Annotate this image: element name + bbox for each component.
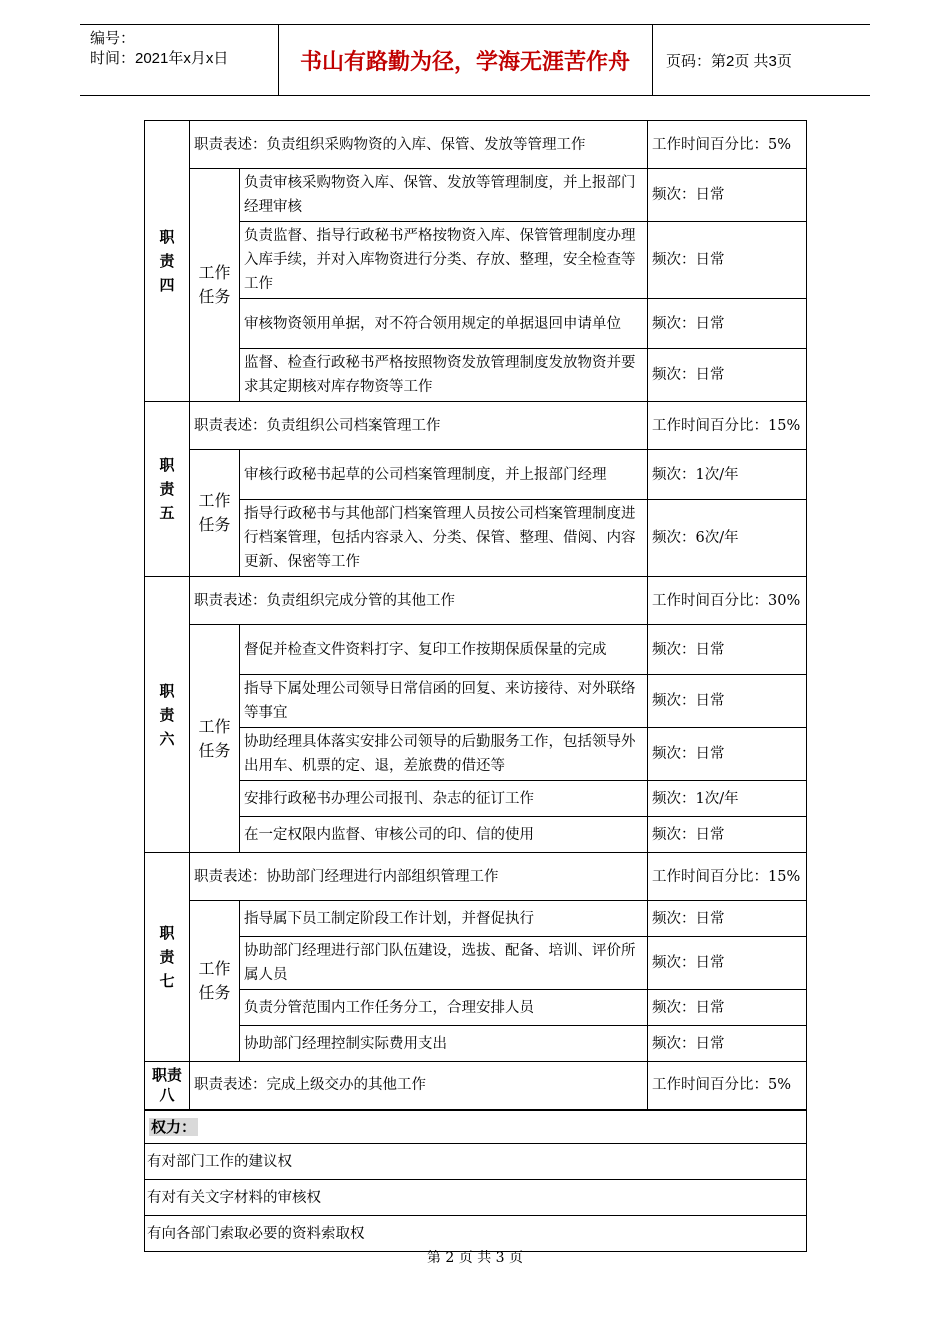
task-row bbox=[145, 349, 807, 402]
task-row bbox=[145, 625, 807, 675]
duty-description: 职责表述：负责组织公司档案管理工作 bbox=[190, 402, 648, 450]
duties-table bbox=[144, 120, 807, 1252]
task-frequency: 频次：日常 bbox=[648, 299, 807, 349]
task-row bbox=[145, 990, 807, 1026]
task-text: 负责审核采购物资入库、保管、发放等管理制度，并上报部门经理审核 bbox=[240, 169, 648, 222]
task-row bbox=[145, 450, 807, 500]
task-text: 指导行政秘书与其他部门档案管理人员按公司档案管理制度进行档案管理，包括内容录入、分类、保管、整理、借阅、内容更新、保密等工作 bbox=[240, 500, 648, 577]
task-row bbox=[145, 299, 807, 349]
duty-row bbox=[145, 121, 807, 169]
duty-row bbox=[145, 577, 807, 625]
power-row bbox=[145, 1180, 807, 1216]
task-text: 在一定权限内监督、审核公司的印、信的使用 bbox=[240, 817, 648, 853]
header-meta bbox=[90, 29, 228, 69]
task-text: 协助部门经理控制实际费用支出 bbox=[240, 1026, 648, 1062]
task-text: 督促并检查文件资料打字、复印工作按期保质保量的完成 bbox=[240, 625, 648, 675]
task-frequency: 频次：日常 bbox=[648, 222, 807, 299]
task-row bbox=[145, 817, 807, 853]
duty-name: 职 责 七 bbox=[145, 853, 190, 1062]
tasks-label: 工作 任务 bbox=[190, 450, 240, 577]
power-item: 有向各部门索取必要的资料索取权 bbox=[145, 1216, 807, 1252]
task-row bbox=[145, 500, 807, 577]
duty-time-percent: 工作时间百分比：15% bbox=[648, 402, 807, 450]
duty-name: 职 责 六 bbox=[145, 577, 190, 853]
task-row bbox=[145, 169, 807, 222]
task-row bbox=[145, 1026, 807, 1062]
task-row bbox=[145, 781, 807, 817]
header-motto: 书山有路勤为径，学海无涯苦作舟 bbox=[299, 50, 630, 75]
task-text: 指导下属处理公司领导日常信函的回复、来访接待、对外联络等事宜 bbox=[240, 675, 648, 728]
duty-time-percent: 工作时间百分比：30% bbox=[648, 577, 807, 625]
task-frequency: 频次：日常 bbox=[648, 675, 807, 728]
task-text: 指导属下员工制定阶段工作计划，并督促执行 bbox=[240, 901, 648, 937]
task-text: 安排行政秘书办理公司报刊、杂志的征订工作 bbox=[240, 781, 648, 817]
duty-description: 职责表述：协助部门经理进行内部组织管理工作 bbox=[190, 853, 648, 901]
header-page-number: 页码：第2页 共3页 bbox=[666, 53, 792, 70]
duty-name: 职 责 四 bbox=[145, 121, 190, 402]
tasks-label: 工作 任务 bbox=[190, 169, 240, 402]
task-text: 监督、检查行政秘书严格按照物资发放管理制度发放物资并要求其定期核对库存物资等工作 bbox=[240, 349, 648, 402]
duty-time-percent: 工作时间百分比：5% bbox=[648, 121, 807, 169]
duty-description: 职责表述：负责组织完成分管的其他工作 bbox=[190, 577, 648, 625]
task-row bbox=[145, 937, 807, 990]
tasks-label: 工作 任务 bbox=[190, 901, 240, 1062]
task-text: 负责分管范围内工作任务分工，合理安排人员 bbox=[240, 990, 648, 1026]
page-footer: 第 2 页 共 3 页 bbox=[426, 1250, 524, 1266]
powers-title: 权力： bbox=[151, 1117, 197, 1136]
duty-row bbox=[145, 1062, 807, 1110]
task-text: 协助经理具体落实安排公司领导的后勤服务工作，包括领导外出用车、机票的定、退，差旅费的借还等 bbox=[240, 728, 648, 781]
task-text: 审核行政秘书起草的公司档案管理制度，并上报部门经理 bbox=[240, 450, 648, 500]
duty-row bbox=[145, 853, 807, 901]
duty-description: 职责表述：负责组织采购物资的入库、保管、发放等管理工作 bbox=[190, 121, 648, 169]
doc-time-label: 时间：2021年x月x日 bbox=[90, 50, 229, 67]
duty-time-percent: 工作时间百分比：15% bbox=[648, 853, 807, 901]
task-frequency: 频次：6次/年 bbox=[648, 500, 807, 577]
power-row bbox=[145, 1144, 807, 1180]
power-item: 有对有关文字材料的审核权 bbox=[145, 1180, 807, 1216]
task-text: 协助部门经理进行部门队伍建设，选拔、配备、培训、评价所属人员 bbox=[240, 937, 648, 990]
page-header bbox=[80, 24, 870, 96]
task-row bbox=[145, 901, 807, 937]
duty-description: 职责表述：完成上级交办的其他工作 bbox=[190, 1062, 648, 1110]
task-frequency: 频次：日常 bbox=[648, 625, 807, 675]
duty-name: 职 责 五 bbox=[145, 402, 190, 577]
task-frequency: 频次：日常 bbox=[648, 817, 807, 853]
task-frequency: 频次：1次/年 bbox=[648, 450, 807, 500]
task-frequency: 频次：日常 bbox=[648, 990, 807, 1026]
task-frequency: 频次：日常 bbox=[648, 349, 807, 402]
task-frequency: 频次：日常 bbox=[648, 169, 807, 222]
duty-row bbox=[145, 402, 807, 450]
task-frequency: 频次：日常 bbox=[648, 901, 807, 937]
doc-number-label: 编号： bbox=[90, 30, 136, 47]
tasks-label: 工作 任务 bbox=[190, 625, 240, 853]
task-text: 负责监督、指导行政秘书严格按物资入库、保管管理制度办理入库手续，并对入库物资进行分类、存放、整理，安全检查等工作 bbox=[240, 222, 648, 299]
header-divider bbox=[652, 25, 653, 95]
task-row bbox=[145, 728, 807, 781]
task-frequency: 频次：日常 bbox=[648, 937, 807, 990]
powers-header-row bbox=[145, 1110, 807, 1144]
task-frequency: 频次：日常 bbox=[648, 728, 807, 781]
task-row bbox=[145, 675, 807, 728]
task-row bbox=[145, 222, 807, 299]
task-frequency: 频次：1次/年 bbox=[648, 781, 807, 817]
power-item: 有对部门工作的建议权 bbox=[145, 1144, 807, 1180]
duty-time-percent: 工作时间百分比：5% bbox=[648, 1062, 807, 1110]
task-text: 审核物资领用单据，对不符合领用规定的单据退回申请单位 bbox=[240, 299, 648, 349]
duty-name: 职责 八 bbox=[145, 1062, 190, 1110]
task-frequency: 频次：日常 bbox=[648, 1026, 807, 1062]
powers-title-cell bbox=[145, 1110, 807, 1144]
